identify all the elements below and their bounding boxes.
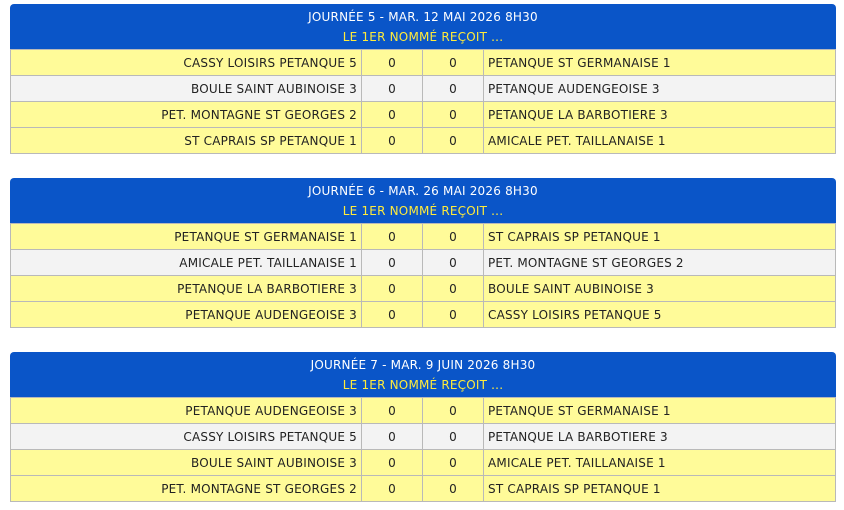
match-row [11,398,836,424]
match-row [11,76,836,102]
home-team: PET. MONTAGNE ST GEORGES 2 [11,102,362,128]
round-block-7 [10,352,836,502]
away-score: 0 [423,128,484,154]
home-score: 0 [362,50,423,76]
home-team: PETANQUE AUDENGEOISE 3 [11,302,362,328]
away-team: PETANQUE AUDENGEOISE 3 [484,76,836,102]
away-team: AMICALE PET. TAILLANAISE 1 [484,450,836,476]
home-score: 0 [362,450,423,476]
home-team: PET. MONTAGNE ST GEORGES 2 [11,476,362,502]
round-title: JOURNÉE 7 - MAR. 9 JUIN 2026 8H30 [310,358,536,372]
match-row [11,476,836,502]
away-score: 0 [423,398,484,424]
home-score: 0 [362,476,423,502]
away-score: 0 [423,424,484,450]
home-team: CASSY LOISIRS PETANQUE 5 [11,424,362,450]
round-subtitle: LE 1ER NOMMÉ REÇOIT ... [342,204,504,218]
match-row [11,450,836,476]
home-score: 0 [362,302,423,328]
match-row [11,50,836,76]
away-team: PETANQUE LA BARBOTIERE 3 [484,102,836,128]
home-score: 0 [362,128,423,154]
away-team: ST CAPRAIS SP PETANQUE 1 [484,476,836,502]
home-team: PETANQUE ST GERMANAISE 1 [11,224,362,250]
matches-table [10,49,836,154]
away-score: 0 [423,76,484,102]
match-row [11,102,836,128]
away-team: PET. MONTAGNE ST GEORGES 2 [484,250,836,276]
away-team: PETANQUE LA BARBOTIERE 3 [484,424,836,450]
home-score: 0 [362,102,423,128]
away-score: 0 [423,476,484,502]
away-score: 0 [423,302,484,328]
match-row [11,276,836,302]
home-score: 0 [362,398,423,424]
away-team: ST CAPRAIS SP PETANQUE 1 [484,224,836,250]
round-block-6 [10,178,836,328]
home-score: 0 [362,224,423,250]
round-title: JOURNÉE 5 - MAR. 12 MAI 2026 8H30 [308,10,538,24]
round-subtitle: LE 1ER NOMMÉ REÇOIT ... [342,378,504,392]
match-row [11,128,836,154]
home-team: AMICALE PET. TAILLANAISE 1 [11,250,362,276]
match-row [11,424,836,450]
away-score: 0 [423,102,484,128]
matches-table [10,397,836,502]
round-title: JOURNÉE 6 - MAR. 26 MAI 2026 8H30 [308,184,538,198]
home-score: 0 [362,276,423,302]
away-score: 0 [423,224,484,250]
away-team: PETANQUE ST GERMANAISE 1 [484,398,836,424]
match-row [11,224,836,250]
home-score: 0 [362,424,423,450]
away-score: 0 [423,276,484,302]
home-team: BOULE SAINT AUBINOISE 3 [11,76,362,102]
round-header [10,4,836,49]
home-team: BOULE SAINT AUBINOISE 3 [11,450,362,476]
away-team: PETANQUE ST GERMANAISE 1 [484,50,836,76]
round-header [10,352,836,397]
home-team: ST CAPRAIS SP PETANQUE 1 [11,128,362,154]
away-score: 0 [423,50,484,76]
away-score: 0 [423,450,484,476]
home-team: CASSY LOISIRS PETANQUE 5 [11,50,362,76]
match-row [11,302,836,328]
home-team: PETANQUE LA BARBOTIERE 3 [11,276,362,302]
home-score: 0 [362,250,423,276]
round-block-5 [10,4,836,154]
away-team: BOULE SAINT AUBINOISE 3 [484,276,836,302]
home-team: PETANQUE AUDENGEOISE 3 [11,398,362,424]
away-team: AMICALE PET. TAILLANAISE 1 [484,128,836,154]
away-score: 0 [423,250,484,276]
home-score: 0 [362,76,423,102]
away-team: CASSY LOISIRS PETANQUE 5 [484,302,836,328]
match-row [11,250,836,276]
matches-table [10,223,836,328]
round-header [10,178,836,223]
round-subtitle: LE 1ER NOMMÉ REÇOIT ... [342,30,504,44]
